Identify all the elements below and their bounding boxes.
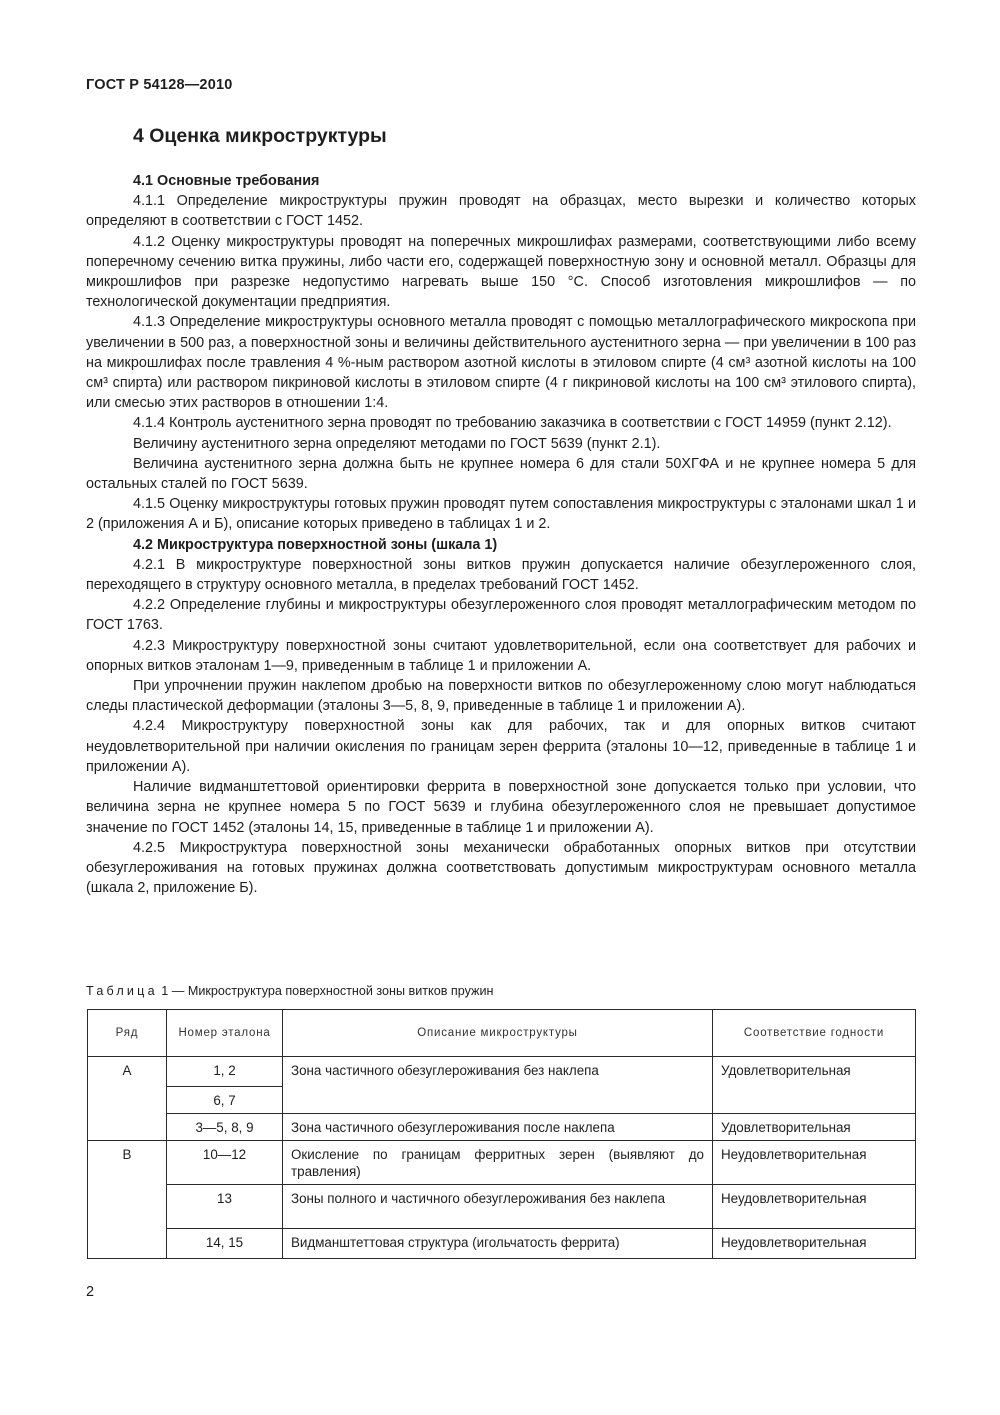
paragraph: 4.2.3 Микроструктуру поверхностной зоны считают удовлетворительной, если она соответствует для рабочих и опорных витков эталонам 1—9, приведенным в таблице 1 и приложении А. (86, 637, 916, 674)
description-cell: Зона частичного обезуглероживания без наклепа (283, 1057, 713, 1114)
paragraph: 4.2.1 В микроструктуре поверхностной зоны витков пружин допускается наличие обезуглероженного слоя, переходящего в структуру основного металла, в пределах требований ГОСТ 1452. (86, 556, 916, 594)
header-description-col: Описание микроструктуры (283, 1010, 713, 1057)
etalon-cell: 13 (167, 1185, 283, 1229)
table-row (88, 1141, 916, 1185)
paragraph: Величину аустенитного зерна определяют методами по ГОСТ 5639 (пункт 2.1). (133, 435, 661, 452)
fitness-cell: Удовлетворительная (713, 1057, 916, 1114)
table-row (88, 1114, 916, 1141)
paragraph: Наличие видманштеттовой ориентировки феррита в поверхностной зоне допускается только при условии, что величина зерна не крупнее номера 5 по ГОСТ 5639 и глубина обезуглероженного слоя не превышает допустимое значение по ГОСТ 1452 (эталоны 14, 15, приведенные в таблице 1 и приложении А). (86, 779, 916, 836)
table-caption (86, 984, 493, 998)
fitness-cell: Неудовлетворительная (713, 1141, 916, 1185)
group-label-a: А (88, 1057, 167, 1141)
paragraph: 4.1.5 Оценку микроструктуры готовых пружин проводят путем сопоставления микроструктуры с эталонами шкал 1 и 2 (приложения А и Б), описание которых приведено в таблицах 1 и 2. (86, 496, 916, 533)
fitness-cell: Неудовлетворительная (713, 1185, 916, 1229)
table-header-row (88, 1010, 916, 1057)
paragraph: 4.2.5 Микроструктура поверхностной зоны механически обработанных опорных витков при отсутствии обезуглероживания на готовых пружинах должна соответствовать допустимым микроструктурам основного металла (шкала 2, приложение Б). (86, 839, 916, 897)
paragraph: 4.2.4 Микроструктуру поверхностной зоны как для рабочих, так и для опорных витков считают неудовлетворительной при наличии окисления по границам зерен феррита (эталоны 10—12, приведенные в таблице 1 и приложении А). (86, 718, 916, 775)
paragraph: 4.1.3 Определение микроструктуры основного металла проводят с помощью металлографического микроскопа при увеличении в 500 раз, а поверхностной зоны и величины действительного аустенитного зерна — при увеличении в 100 раз на микрошлифах после травления 4 %-ным раствором азотной кислоты в этиловом спирте (4 см³ азотной кислоты на 100 см³ спирта) или раствором пикриновой кислоты в этиловом спирте (4 г пикриновой кислоты на 100 см³ этилового спирта), или смесью этих растворов в отношении 1:4. (86, 314, 916, 412)
body-text (86, 171, 916, 898)
paragraph: 4.1.2 Оценку микроструктуры проводят на поперечных микрошлифах размерами, соответствующими либо всему поперечному сечению витка пружины, либо части его, содержащей поверхностную зону и основной металл. Образцы для микрошлифов при разрезке недопустимо нагревать выше 150 °С. Способ изготовления микрошлифов — по технологической документации предприятия. (86, 233, 916, 311)
document-header: ГОСТ Р 54128—2010 (86, 77, 233, 93)
paragraph: Величина аустенитного зерна должна быть не крупнее номера 6 для стали 50ХГФА и не крупнее номера 5 для остальных сталей по ГОСТ 5639. (86, 455, 916, 493)
paragraph: При упрочнении пружин наклепом дробью на поверхности витков по обезуглероженному слою могут наблюдаться следы пластической деформации (эталоны 3—5, 8, 9, приведенные в таблице 1 и приложении А). (86, 678, 916, 715)
description-cell: Зоны полного и частичного обезуглероживания без наклепа (283, 1185, 713, 1229)
subsection-heading: 4.2 Микроструктура поверхностной зоны (шкала 1) (133, 536, 498, 553)
fitness-cell: Неудовлетворительная (713, 1229, 916, 1259)
header-fitness-col: Соответствие годности (713, 1010, 916, 1057)
etalon-cell: 3—5, 8, 9 (167, 1114, 283, 1141)
etalon-cell: 1, 2 (167, 1057, 283, 1087)
header-row-col: Ряд (88, 1010, 167, 1057)
page-number: 2 (86, 1284, 95, 1300)
etalon-cell: 10—12 (167, 1141, 283, 1185)
header-etalon-col: Номер эталона (167, 1010, 283, 1057)
description-cell: Окисление по границам ферритных зерен (выявляют до травления) (283, 1141, 713, 1185)
table-row (88, 1185, 916, 1229)
group-label-b: В (88, 1141, 167, 1259)
table-row (88, 1229, 916, 1259)
section-title: 4 Оценка микроструктуры (133, 125, 387, 147)
fitness-cell: Удовлетворительная (713, 1114, 916, 1141)
paragraph: 4.1.1 Определение микроструктуры пружин проводят на образцах, место вырезки и количество которых определяют в соответствии с ГОСТ 1452. (86, 193, 916, 230)
etalon-cell: 14, 15 (167, 1229, 283, 1259)
table-row (88, 1057, 916, 1087)
table-caption-label: Таблица (86, 984, 158, 998)
table-caption-text: 1 — Микроструктура поверхностной зоны витков пружин (157, 984, 494, 998)
paragraph: 4.1.4 Контроль аустенитного зерна проводят по требованию заказчика в соответствии с ГОСТ 14959 (пункт 2.12). (133, 415, 892, 432)
paragraph: 4.2.2 Определение глубины и микроструктуры обезуглероженного слоя проводят металлографическим методом по ГОСТ 1763. (86, 597, 916, 634)
subsection-heading: 4.1 Основные требования (133, 173, 320, 189)
description-cell: Зона частичного обезуглероживания после наклепа (283, 1114, 713, 1141)
microstructure-table (87, 1009, 916, 1259)
description-cell: Видманштеттовая структура (игольчатость феррита) (283, 1229, 713, 1259)
etalon-cell: 6, 7 (167, 1087, 283, 1114)
